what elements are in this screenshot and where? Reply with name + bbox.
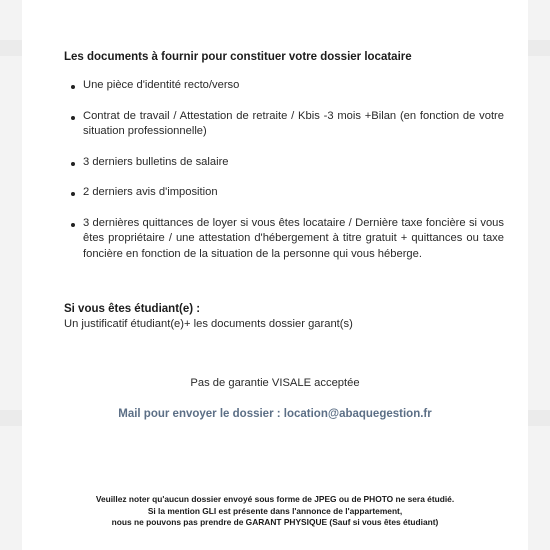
right-margin-mark [528,410,550,426]
notice-line: Veuillez noter qu'aucun dossier envoyé sous forme de JPEG ou de PHOTO ne sera étudié. [95,494,455,504]
visale-notice: Pas de garantie VISALE acceptée [190,377,360,389]
documents-list [64,78,504,262]
list-item: 3 derniers bulletins de salaire [64,155,504,171]
mail-line: Mail pour envoyer le dossier : location@abaquegestion.fr [118,408,432,420]
notice-line: nous ne pouvons pas prendre de GARANT PHYSIQUE (Sauf si vous êtes étudiant) [111,517,439,527]
list-item: 3 dernières quittances de loyer si vous êtes locataire / Dernière taxe foncière si vous êtes propriétaire / une attestation d'hébergement à titre gratuit + quittances ou taxe foncière en fonction de la situation de la personne qui vous héberge. [64,216,504,263]
documents-heading: Les documents à fournir pour constituer votre dossier locataire [64,51,412,63]
right-margin-mark [528,40,550,56]
document-page [22,0,528,550]
list-item: Contrat de travail / Attestation de retraite / Kbis -3 mois +Bilan (en fonction de votre situation professionnelle) [64,109,504,140]
notice-line: Si la mention GLI est présente dans l'annonce de l'appartement, [147,505,403,516]
left-margin-mark [0,410,22,426]
student-title: Si vous êtes étudiant(e) : [64,303,201,315]
left-margin-mark [0,40,22,56]
student-text: Un justificatif étudiant(e)+ les documents dossier garant(s) [64,318,353,330]
list-item: Une pièce d'identité recto/verso [64,78,504,94]
footer-notice [22,494,528,529]
list-item: 2 derniers avis d'imposition [64,185,504,201]
